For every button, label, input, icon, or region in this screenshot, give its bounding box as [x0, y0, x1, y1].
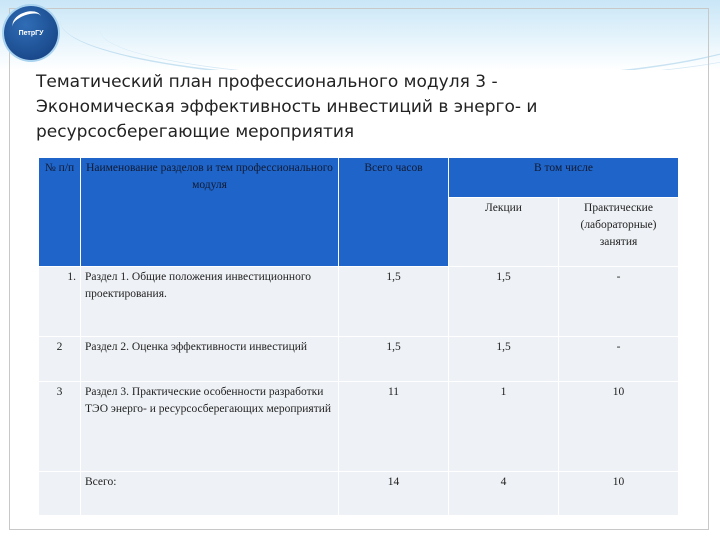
table-row: [39, 337, 679, 382]
header-including: В том числе: [449, 158, 679, 198]
header-practice: Практические (лабораторные) занятия: [559, 198, 679, 267]
row-lectures: 1: [449, 382, 559, 472]
header-num: № п/п: [39, 158, 81, 267]
table-row: [39, 382, 679, 472]
row-lectures: 1,5: [449, 267, 559, 337]
row-name: Раздел 2. Оценка эффективности инвестиций: [81, 337, 339, 382]
row-hours: 1,5: [339, 337, 449, 382]
university-logo: [4, 6, 58, 60]
thematic-plan-table: [38, 157, 679, 516]
total-lectures: 4: [449, 472, 559, 516]
row-hours: 1,5: [339, 267, 449, 337]
row-practice: -: [559, 337, 679, 382]
title-line: ресурсосберегающие мероприятия: [36, 122, 355, 142]
row-num: 2: [39, 337, 81, 382]
title-line: Экономическая эффективность инвестиций в энерго- и: [36, 97, 538, 117]
table-row: [39, 267, 679, 337]
total-hours: 14: [339, 472, 449, 516]
title-line: Тематический план профессионального модуля 3 -: [36, 72, 498, 92]
header-hours: Всего часов: [339, 158, 449, 267]
row-num: 3: [39, 382, 81, 472]
total-label: Всего:: [81, 472, 339, 516]
header-lectures: Лекции: [449, 198, 559, 267]
row-practice: -: [559, 267, 679, 337]
row-practice: 10: [559, 382, 679, 472]
table-header-row: [39, 158, 679, 198]
logo-text: ПетрГУ: [18, 30, 44, 37]
header-name: Наименование разделов и тем профессионального модуля: [81, 158, 339, 267]
table-total-row: [39, 472, 679, 516]
slide-title: [36, 70, 676, 145]
row-lectures: 1,5: [449, 337, 559, 382]
row-hours: 11: [339, 382, 449, 472]
row-name: Раздел 3. Практические особенности разработки ТЭО энерго- и ресурсосберегающих мероприятий: [81, 382, 339, 472]
row-num: 1.: [39, 267, 81, 337]
row-name: Раздел 1. Общие положения инвестиционного проектирования.: [81, 267, 339, 337]
total-num: [39, 472, 81, 516]
total-practice: 10: [559, 472, 679, 516]
